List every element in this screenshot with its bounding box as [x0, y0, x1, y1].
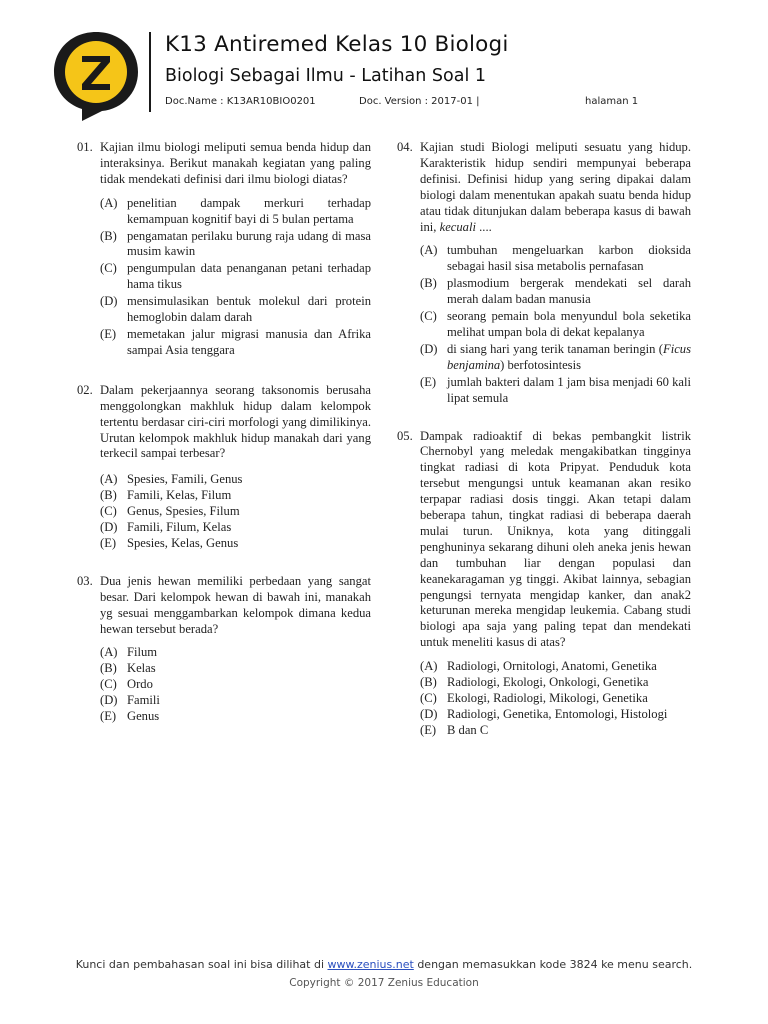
question-02 [77, 383, 371, 552]
species-name: Ficus benjamina [447, 341, 691, 372]
question-text: Kajian ilmu biologi meliputi semua benda hidup dan interaksinya. Berikut manakah kegiatan yang paling tidak mendekati definisi dari ilmu biologi diatas? [100, 140, 371, 186]
option-d: (D) mensimulasikan bentuk molekul dari protein hemoglobin dalam darah [100, 294, 371, 325]
option-b: (B) Radiologi, Ekologi, Onkologi, Genetika [420, 675, 649, 690]
option-d: (D) di siang hari yang terik tanaman beringin (Ficus benjamina) berfotosintesis [420, 341, 691, 372]
header-divider [149, 32, 151, 112]
document-title: K13 Antiremed Kelas 10 Biologi [165, 32, 509, 57]
option-e: (E) jumlah bakteri dalam 1 jam bisa menjadi 60 kali lipat semula [420, 374, 691, 405]
zenius-link[interactable]: www.zenius.net [327, 958, 414, 971]
option-c: (C) Ekologi, Radiologi, Mikologi, Genetika [420, 691, 648, 705]
question-text: Dua jenis hewan memiliki perbedaan yang sangat besar. Dari kelompok hewan di bawah ini, manakah yg sesuai menggambarkan kelompok dimana kedua hewan tersebut berada? [100, 573, 371, 636]
option-e: (E) B dan C [420, 722, 489, 737]
option-c: (C) Ordo [100, 677, 153, 692]
option-a: (A) Radiologi, Ornitologi, Anatomi, Genetika [420, 659, 657, 674]
option-d: (D) Famili, Filum, Kelas [100, 520, 232, 535]
question-04 [397, 140, 691, 407]
option-c: (C) pengumpulan data penanganan petani terhadap hama tikus [100, 261, 371, 292]
option-c: (C) Genus, Spesies, Filum [100, 504, 240, 519]
doc-version: Doc. Version : 2017-01 | [359, 96, 480, 107]
page-number: halaman 1 [585, 96, 639, 107]
option-a: (A) Filum [100, 645, 158, 660]
question-text: Dalam pekerjaannya seorang taksonomis berusaha menggolongkan makhluk hidup dalam kelompok tertentu berdasar ciri-ciri morfologi yang dimilikinya. Urutan kelompok makhluk hidup manakah dari yang terkecil sampai terbesar? [100, 382, 371, 461]
emphasis-kecuali: kecuali [439, 219, 476, 234]
question-number: 03. [77, 573, 93, 588]
question-text: Dampak radioaktif di bekas pembangkit listrik Chernobyl yang meledak mengakibatkan tingginya tingkat radiasi di kota Pripyat. Penduduk kota tersebut mengungsi untuk keamanan akan resiko terpapar radiasi dosis tinggi. Akan tetapi dalam beberapa tahun, tingkat radiasi di beberapa daerah mulai turun. Uniknya, kota yang ditinggali penghuninya sekarang dihuni oleh aneka jenis hewan dan tumbuhan liar dengan populasi dan keanekaragaman yg tinggi. Akibat lainnya, sebagian pengungsi ternyata mengidap kanker, dan anak2 keturunan mereka mengidap leukemia. Cabang studi biologi apa saja yang paling tepat dan mendekati untuk meneliti kasus di atas? [420, 428, 691, 650]
option-a: (A) penelitian dampak merkuri terhadap kemampuan kognitif bayi di 5 bulan pertama [100, 195, 371, 226]
footer-note: Kunci dan pembahasan soal ini bisa dilihat di www.zenius.net dengan memasukkan kode 3824 ke menu search. [75, 958, 693, 971]
left-column [77, 140, 371, 725]
option-b: (B) Famili, Kelas, Filum [100, 488, 232, 503]
option-b: (B) pengamatan perilaku burung raja udang di masa musim kawin [100, 228, 371, 259]
question-number: 04. [397, 140, 413, 154]
option-a: (A) tumbuhan mengeluarkan karbon dioksida sebagai hasil sisa metabolis pernafasan [420, 243, 691, 274]
question-05 [397, 429, 691, 739]
option-e: (E) memetakan jalur migrasi manusia dan Afrika sampai Asia tenggara [100, 326, 371, 357]
option-d: (D) Radiologi, Genetika, Entomologi, Histologi [420, 706, 668, 721]
right-column [397, 140, 691, 739]
copyright: Copyright © 2017 Zenius Education [289, 977, 479, 989]
option-c: (C) seorang pemain bola menyundul bola seketika melihat umpan bola di dekat kepalanya [420, 309, 691, 339]
question-text: Kajian studi Biologi meliputi sesuatu yang hidup. Karakteristik hidup sendiri mempunyai beberapa definisi. Definisi hidup yang sering dipakai dalam biologi dalam menentukan apakah suatu benda hidup atau tidak ditunjukan dalam beberapa kasus di bawah ini, kecuali .... [420, 140, 691, 234]
zenius-logo-icon [52, 30, 140, 122]
doc-name: Doc.Name : K13AR10BIO0201 [165, 96, 316, 107]
option-b: (B) plasmodium bergerak mendekati sel darah merah dalam badan manusia [420, 276, 691, 307]
option-b: (B) Kelas [100, 661, 156, 676]
question-01 [77, 140, 371, 359]
option-d: (D) Famili [100, 693, 160, 708]
question-number: 02. [77, 382, 93, 397]
option-e: (E) Genus [100, 709, 160, 724]
question-number: 01. [77, 140, 93, 154]
document-subtitle: Biologi Sebagai Ilmu - Latihan Soal 1 [165, 66, 487, 86]
question-number: 05. [397, 428, 413, 443]
option-e: (E) Spesies, Kelas, Genus [100, 535, 239, 550]
option-a: (A) Spesies, Famili, Genus [100, 472, 243, 487]
question-03 [77, 574, 371, 725]
